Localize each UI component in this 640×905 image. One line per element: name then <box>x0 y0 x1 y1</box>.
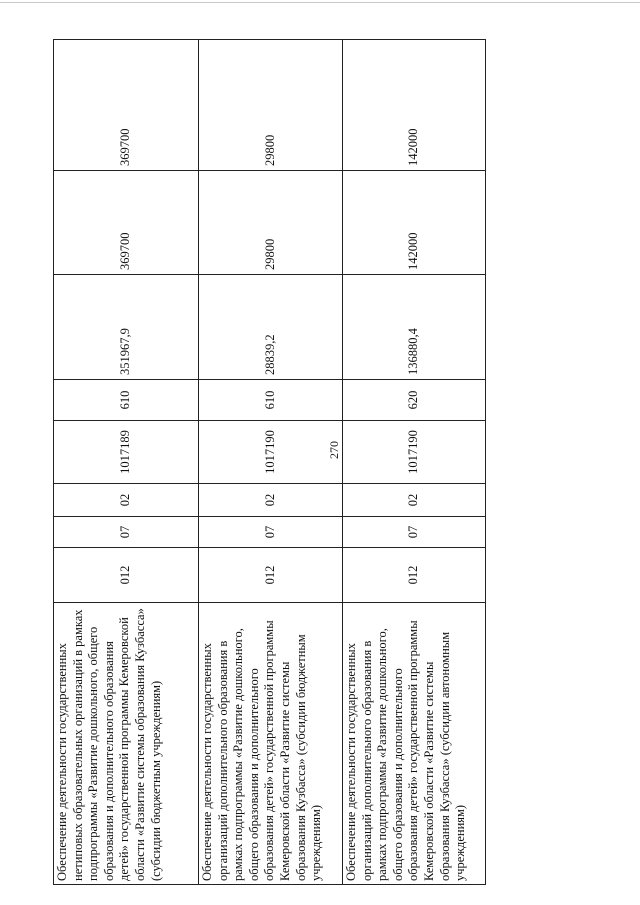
rotated-table-wrapper <box>53 40 485 885</box>
table-row <box>343 40 486 885</box>
target-code: 1017190 <box>343 421 486 484</box>
value-year-1: 28839,2 <box>199 275 343 380</box>
value-year-2: 369700 <box>54 171 199 275</box>
section-code: 07 <box>54 517 199 548</box>
budget-table <box>53 39 486 885</box>
table-row <box>199 40 343 885</box>
value-year-3: 142000 <box>343 40 486 171</box>
row-description: Обеспечение деятельности государственных организаций дополнительного образования в рамках подпрограммы «Развитие дошкольного, общего образования и дополнительного образования детей» государственной программы Кемеровской области «Развитие системы образования Кузбасса» (субсидии бюджетным учреждениям) <box>199 603 343 885</box>
subsection-code: 02 <box>54 484 199 517</box>
section-code: 07 <box>199 517 343 548</box>
target-code: 1017190 <box>199 421 343 484</box>
target-code: 1017189 <box>54 421 199 484</box>
value-year-3: 29800 <box>199 40 343 171</box>
expense-type-code: 620 <box>343 380 486 421</box>
table-row <box>54 40 199 885</box>
ministry-code: 012 <box>343 548 486 603</box>
value-year-1: 351967,9 <box>54 275 199 380</box>
expense-type-code: 610 <box>54 380 199 421</box>
subsection-code: 02 <box>343 484 486 517</box>
page-number: 270 <box>327 441 341 459</box>
top-divider <box>0 2 640 3</box>
row-description: Обеспечение деятельности государственных нетиповых образовательных организаций в рамках подпрограммы «Развитие дошкольного, общего образования и дополнительного образования детей» государственной программы Кемеровской области «Развитие системы образования Кузбасса» (субсидии бюджетным учреждениям) <box>54 603 199 885</box>
row-description: Обеспечение деятельности государственных организаций дополнительного образования в рамках подпрограммы «Развитие дошкольного, общего образования и дополнительного образования детей» государственной программы Кемеровской области «Развитие системы образования Кузбасса» (субсидии автономным учреждениям) <box>343 603 486 885</box>
value-year-1: 136880,4 <box>343 275 486 380</box>
section-code: 07 <box>343 517 486 548</box>
value-year-3: 369700 <box>54 40 199 171</box>
value-year-2: 142000 <box>343 171 486 275</box>
ministry-code: 012 <box>199 548 343 603</box>
subsection-code: 02 <box>199 484 343 517</box>
ministry-code: 012 <box>54 548 199 603</box>
expense-type-code: 610 <box>199 380 343 421</box>
value-year-2: 29800 <box>199 171 343 275</box>
